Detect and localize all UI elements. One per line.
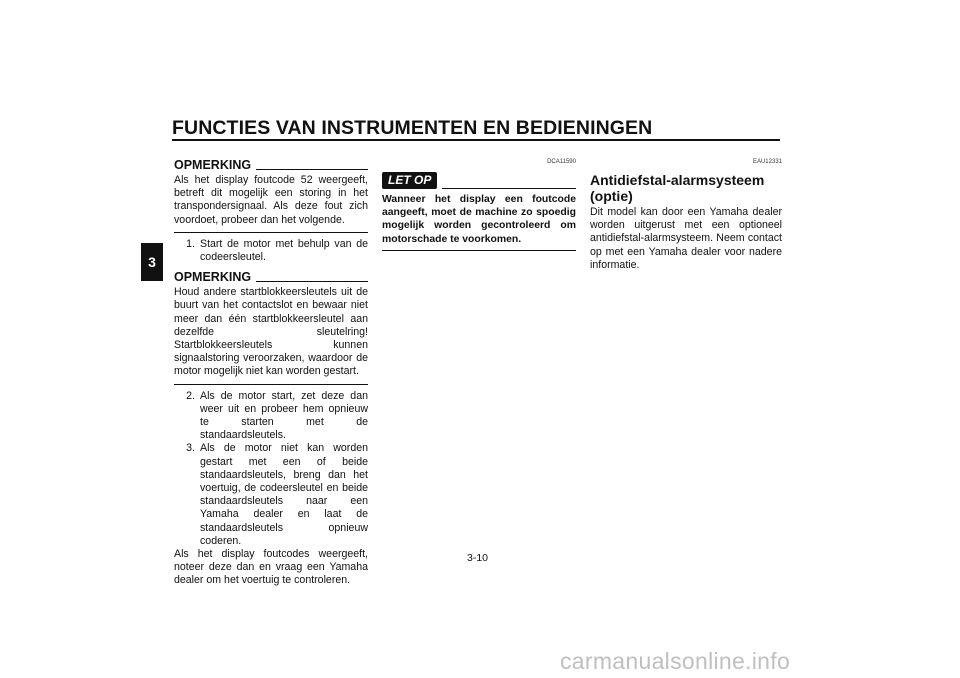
note-label: OPMERKING: [174, 270, 252, 285]
section-text: Dit model kan door een Yamaha dealer worden uitgerust met een optioneel antidiefstal-alarmsysteem. Neem contact op met een Yamaha dealer voor nadere informatie.: [590, 206, 782, 271]
note-end-rule: [174, 384, 368, 385]
list-item: [174, 238, 368, 264]
column-left: [174, 158, 368, 588]
section-heading: Antidiefstal-alarmsysteem (optie): [590, 172, 765, 204]
note-label: OPMERKING: [174, 158, 252, 172]
note-text: Houd andere startblokkeersleutels uit de buurt van het contactslot en bewaar niet meer dan één startblokkeersleutel aan dezelfde sleutelring! Startblokkeersleutels kunnen signaalstoring veroorzaken, waardoor de motor mogelijk niet kan worden gestart.: [174, 286, 368, 378]
column-right: [590, 158, 782, 272]
step-number: 3.: [186, 442, 195, 455]
page-header-title: FUNCTIES VAN INSTRUMENTEN EN BEDIENINGEN: [172, 117, 653, 139]
step-number: 1.: [186, 237, 195, 250]
watermark: carmanualsonline.info: [560, 648, 791, 674]
step-text: Als de motor start, zet deze dan weer uit en probeer hem opnieuw te starten met de standaardsleutels.: [200, 389, 368, 442]
note-heading: [174, 270, 368, 284]
note-heading-line: [256, 281, 368, 282]
caution-end-rule: [382, 250, 576, 251]
page-number: 3-10: [467, 552, 489, 564]
caution-heading: [382, 172, 576, 189]
caution-heading-line: [442, 188, 576, 189]
caution-text: Wanneer het display een foutcode aangeeft, moet de machine zo spoedig mogelijk worden gecontroleerd om motorschade te voorkomen.: [382, 194, 576, 245]
caution-badge: LET OP: [382, 172, 437, 189]
step-number: 2.: [186, 389, 195, 402]
header-rule: [172, 139, 780, 141]
note-text: Als het display foutcode 52 weergeeft, betreft dit mogelijk een storing in het transpondersignaal. Als deze fout zich voordoet, probeer dan het volgende.: [174, 174, 368, 226]
column-middle: [382, 158, 576, 251]
reference-code: DCA11590: [547, 159, 576, 165]
step-text: Start de motor met behulp van de codeersleutel.: [200, 237, 368, 264]
step-text: Als de motor niet kan worden gestart met een of beide standaardsleutels, breng dan het voertuig, de codeersleutel en beide standaardsleutels naar een Yamaha dealer en laat de standaardsleutels opnieuw coderen.: [200, 442, 368, 547]
closing-text: Als het display foutcodes weergeeft, noteer deze dan en vraag een Yamaha dealer om het voertuig te controleren.: [174, 548, 368, 587]
note-end-rule: [174, 232, 368, 233]
note-heading-line: [256, 169, 368, 170]
steps-list: [174, 390, 368, 548]
list-item: [174, 390, 368, 443]
note-heading: [174, 158, 368, 172]
list-item: [174, 442, 368, 548]
reference-code: EAU12331: [752, 159, 782, 165]
steps-list: [174, 238, 368, 264]
chapter-tab: 3: [141, 243, 163, 281]
